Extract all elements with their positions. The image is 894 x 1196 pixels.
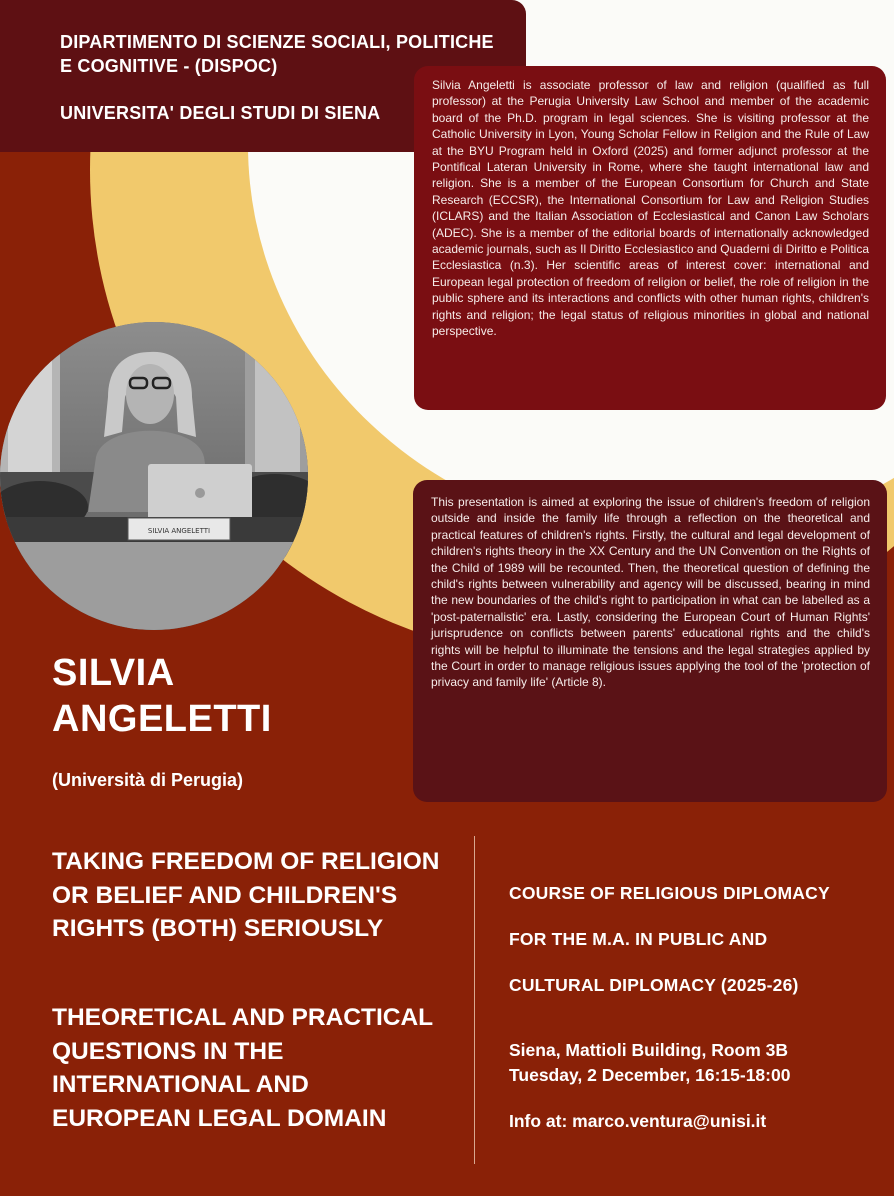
university-name: UNIVERSITA' DEGLI STUDI DI SIENA [60,103,381,123]
event-datetime: Tuesday, 2 December, 16:15-18:00 [509,1065,791,1085]
talk-title: TAKING FREEDOM OF RELIGION OR BELIEF AND CHILDREN'S RIGHTS (BOTH) SERIOUSLY [52,848,440,942]
bio-box [414,66,886,410]
talk-subtitle: THEORETICAL AND PRACTICAL QUESTIONS IN THE INTERNATIONAL AND EUROPEAN LEGAL DOMAIN [52,1004,433,1132]
course-line-1: COURSE OF RELIGIOUS DIPLOMACY [509,883,830,903]
nameplate: SILVIA ANGELETTI [147,527,211,535]
vertical-divider [474,836,475,1164]
speaker-bio: Silvia Angeletti is associate professor of law and religion (qualified as full professor) at the Perugia University Law School and member of the academic board of the Ph.D. program in legal sciences. She is visiting professor at the Catholic University in Lyon, Young Scholar Fellow in Religion and the Rule of Law at the BYU Program held in Oxford (2025) and former adjunct professor at the Pontifical Lateran University in Rome, where she taught international law and religion. She is a member of the European Consortium for Church and State Research (ECCSR), the International Consortium for Law and Religion Studies (ICLARS) and the Italian Association of Ecclesiastical and Canon Law Scholars (ADEC). She is a member of the editorial boards of internationally acknowledged academic journals, such as Il Diritto Ecclesiastico and Quaderni di Diritto e Politica Ecclesiastica (n.3). Her scientific areas of interest cover: international and European legal protection of freedom of religion or belief, the role of religion in the public sphere and its interactions and conflicts with other human rights, children's rights and religion; the legal status of religious minorities in global and national perspective. [432,78,869,339]
event-venue: Siena, Mattioli Building, Room 3B [509,1040,789,1060]
department-name: DIPARTIMENTO DI SCIENZE SOCIALI, POLITICHE E COGNITIVE - (DISPOC) [60,32,494,76]
course-line-3: CULTURAL DIPLOMACY (2025-26) [509,975,799,995]
course-line-2: FOR THE M.A. IN PUBLIC AND [509,929,768,949]
contact-info: Info at: marco.ventura@unisi.it [509,1111,767,1131]
talk-abstract: This presentation is aimed at exploring the issue of children's freedom of religion outside and inside the family life through a reflection on the theoretical and practical features of children's rights. Firstly, the cultural and legal development of children's rights theory in the XX Century and the UN Convention on the Rights of the Child of 1989 will be recounted. Then, the theoretical question of defining the child's rights between vulnerability and agency will be discussed, bearing in mind the new boundaries of the child's right to participation in what can be labelled as a 'post-paternalistic' era. Lastly, considering the European Court of Human Rights' jurisprudence on conflicts between parents' educational rights and the child's rights will be helpful to illuminate the tensions and the legal strategies applied by the Court in order to manage religious issues applying the tool of the 'protection of privacy and family life' (Article 8). [431,495,870,690]
speaker-photo [0,322,308,630]
abstract-box [413,480,887,802]
speaker-name: SILVIA ANGELETTI [52,652,272,740]
speaker-affiliation: (Università di Perugia) [52,770,244,790]
